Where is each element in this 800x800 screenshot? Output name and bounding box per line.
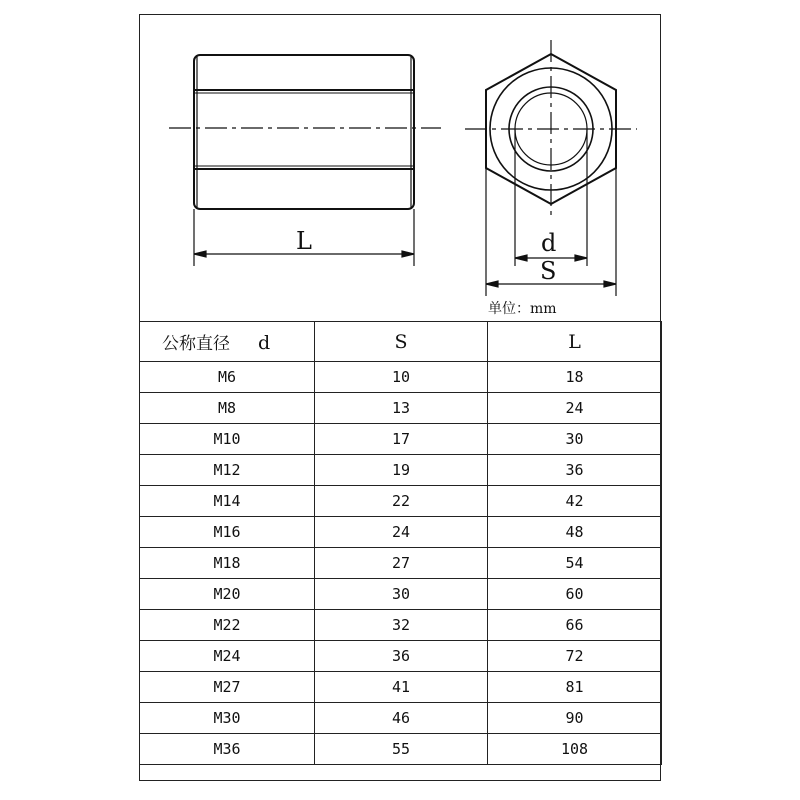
header-d: d — [258, 332, 271, 354]
cell-d: M36 — [140, 734, 315, 765]
cell-d: M14 — [140, 486, 315, 517]
table-row — [140, 579, 662, 610]
cell-s: 55 — [315, 734, 488, 765]
cell-s: 19 — [315, 455, 488, 486]
cell-d: M10 — [140, 424, 315, 455]
cell-l: 24 — [488, 393, 662, 424]
cell-l: 66 — [488, 610, 662, 641]
cell-l: 90 — [488, 703, 662, 734]
cell-s: 13 — [315, 393, 488, 424]
cell-d: M27 — [140, 672, 315, 703]
table-row — [140, 455, 662, 486]
side-view — [194, 55, 414, 209]
cell-l: 81 — [488, 672, 662, 703]
header-l: L — [488, 322, 662, 362]
cell-s: 27 — [315, 548, 488, 579]
cell-l: 36 — [488, 455, 662, 486]
cell-s: 36 — [315, 641, 488, 672]
cell-l: 108 — [488, 734, 662, 765]
cell-s: 10 — [315, 362, 488, 393]
cell-l: 60 — [488, 579, 662, 610]
cell-d: M24 — [140, 641, 315, 672]
size-table — [139, 321, 662, 765]
cell-d: M16 — [140, 517, 315, 548]
header-nominal-diameter — [140, 322, 315, 362]
cell-s: 24 — [315, 517, 488, 548]
header-nominal-diameter-label: 公称直径 — [162, 334, 230, 354]
table-row — [140, 424, 662, 455]
table-row — [140, 486, 662, 517]
table-header-row — [140, 322, 662, 362]
cell-d: M20 — [140, 579, 315, 610]
label-L: L — [296, 227, 312, 255]
cell-l: 48 — [488, 517, 662, 548]
cell-l: 30 — [488, 424, 662, 455]
table-row — [140, 548, 662, 579]
cell-s: 30 — [315, 579, 488, 610]
table-row — [140, 672, 662, 703]
cell-s: 46 — [315, 703, 488, 734]
hex-coupling-nut-drawing — [139, 14, 661, 321]
table-row — [140, 393, 662, 424]
cell-s: 17 — [315, 424, 488, 455]
cell-d: M6 — [140, 362, 315, 393]
cell-l: 18 — [488, 362, 662, 393]
cell-l: 72 — [488, 641, 662, 672]
table-row — [140, 734, 662, 765]
cell-d: M12 — [140, 455, 315, 486]
cell-s: 32 — [315, 610, 488, 641]
table-row — [140, 641, 662, 672]
cell-s: 41 — [315, 672, 488, 703]
label-d: d — [541, 229, 557, 257]
table-row — [140, 362, 662, 393]
cell-d: M8 — [140, 393, 315, 424]
table-row — [140, 610, 662, 641]
cell-d: M30 — [140, 703, 315, 734]
cell-s: 22 — [315, 486, 488, 517]
unit-note: 单位：mm — [488, 301, 557, 317]
cell-d: M22 — [140, 610, 315, 641]
table-row — [140, 517, 662, 548]
cell-l: 42 — [488, 486, 662, 517]
label-S: S — [540, 257, 557, 285]
table-row — [140, 703, 662, 734]
cell-l: 54 — [488, 548, 662, 579]
header-s: S — [315, 322, 488, 362]
cell-d: M18 — [140, 548, 315, 579]
